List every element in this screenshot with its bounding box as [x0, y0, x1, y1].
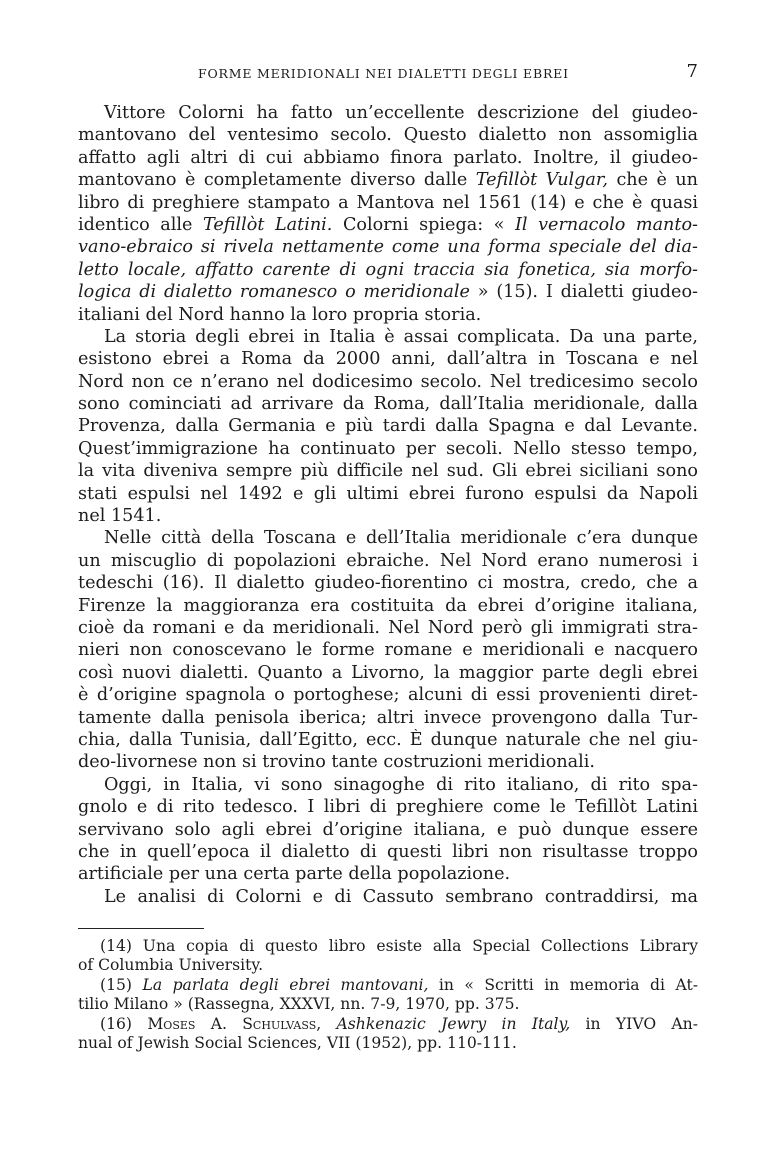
- text-line: servivano solo agli ebrei d’origine italiana, e può dunque essere: [78, 819, 698, 840]
- body-text: [78, 102, 698, 908]
- text-line: La storia degli ebrei in Italia è assai complicata. Da una parte,: [104, 326, 698, 347]
- text-line: tedeschi (16). Il dialetto giudeo-fiorentino ci mostra, credo, che a: [78, 573, 698, 594]
- page-number: 7: [686, 61, 698, 82]
- text-line: nual of Jewish Social Sciences, VII (1952), pp. 110-111.: [78, 1034, 517, 1053]
- text-line: tamente dalla penisola iberica; altri invece provengono dalla Tur-: [78, 707, 698, 728]
- text-line: Vittore Colorni ha fatto un’eccellente descrizione del giudeo-: [104, 103, 698, 123]
- text-line: che in quell’epoca il dialetto di questi libri non risultasse troppo: [78, 841, 698, 862]
- text-line: Oggi, in Italia, vi sono sinagoghe di rito italiano, di rito spa-: [104, 774, 698, 795]
- text-line: letto locale, affatto carente di ogni traccia sia fonetica, sia morfo-: [78, 259, 698, 280]
- book-page: [78, 58, 698, 1053]
- text-line: così nuovi dialetti. Quanto a Livorno, la maggior parte degli ebrei: [78, 662, 698, 683]
- text-line: Quest’immigrazione ha continuato per secoli. Nello stesso tempo,: [78, 438, 698, 459]
- text-line: libro di preghiere stampato a Mantova nel 1561 (14) e che è quasi: [78, 192, 698, 213]
- paragraph: [78, 326, 698, 528]
- text-line: vano-ebraico si rivela nettamente come una forma speciale del dia-: [78, 237, 698, 258]
- footnote: [78, 1015, 698, 1054]
- running-head: [78, 58, 698, 90]
- text-line: logica di dialetto romanesco o meridionale » (15). I dialetti giudeo-: [78, 282, 698, 303]
- text-line: nel 1541.: [78, 506, 162, 527]
- text-line: Firenze la maggioranza era costituita da ebrei d’origine italiana,: [78, 595, 698, 616]
- text-line: Provenza, dalla Germania e più tardi dalla Spagna e dal Levante.: [78, 416, 698, 437]
- text-line: of Columbia University.: [78, 956, 264, 975]
- text-line: cioè da romani e da meridionali. Nel Nord però gli immigrati stra-: [78, 617, 698, 638]
- running-head-title: FORME MERIDIONALI NEI DIALETTI DEGLI EBREI: [198, 66, 569, 81]
- text-line: (16) Moses A. Schulvass, Ashkenazic Jewry in Italy, in YIVO An-: [100, 1014, 698, 1033]
- text-line: gnolo e di rito tedesco. I libri di preghiere come le Tefillòt Latini: [78, 797, 698, 818]
- text-line: stati espulsi nel 1492 e gli ultimi ebrei furono espulsi da Napoli: [78, 483, 698, 504]
- text-line: chia, dalla Tunisia, dall’Egitto, ecc. È dunque naturale che nel giu-: [78, 729, 698, 750]
- text-line: artificiale per una certa parte della popolazione.: [78, 864, 511, 885]
- paragraph: [78, 527, 698, 773]
- paragraph: [78, 886, 698, 908]
- text-line: tilio Milano » (Rassegna, XXXVI, nn. 7-9, 1970, pp. 375.: [78, 995, 520, 1014]
- text-line: esistono ebrei a Roma da 2000 anni, dall’altra in Toscana e nel: [78, 349, 698, 370]
- text-line: è d’origine spagnola o portoghese; alcuni di essi provenienti diret-: [78, 685, 698, 706]
- text-line: affatto agli altri di cui abbiamo finora parlato. Inoltre, il giudeo-: [78, 147, 698, 168]
- text-line: Le analisi di Colorni e di Cassuto sembrano contraddirsi, ma: [104, 886, 698, 907]
- text-line: Nelle città della Toscana e dell’Italia meridionale c’era dunque: [104, 528, 698, 549]
- footnote: [78, 937, 698, 976]
- text-line: (14) Una copia di questo libro esiste alla Special Collections Library: [100, 937, 698, 956]
- text-line: Nord non ce n’erano nel dodicesimo secolo. Nel tredicesimo secolo: [78, 371, 698, 392]
- text-line: un miscuglio di popolazioni ebraiche. Nel Nord erano numerosi i: [78, 550, 698, 571]
- text-line: mantovano del ventesimo secolo. Questo dialetto non assomiglia: [78, 125, 698, 146]
- text-line: italiani del Nord hanno la loro propria storia.: [78, 304, 482, 325]
- footnote: [78, 976, 698, 1015]
- footnotes: [78, 937, 698, 1053]
- text-line: (15) La parlata degli ebrei mantovani, in « Scritti in memoria di At-: [100, 975, 698, 994]
- paragraph: [78, 774, 698, 886]
- footnote-divider: [78, 928, 204, 929]
- text-line: la vita diveniva sempre più difficile nel sud. Gli ebrei siciliani sono: [78, 461, 698, 482]
- text-line: identico alle Tefillòt Latini. Colorni spiega: « Il vernacolo manto-: [78, 214, 698, 235]
- text-line: sono cominciati ad arrivare da Roma, dall’Italia meridionale, dalla: [78, 394, 698, 415]
- paragraph: [78, 102, 698, 326]
- text-line: mantovano è completamente diverso dalle Tefillòt Vulgar, che è un: [78, 170, 698, 191]
- text-line: deo-livornese non si trovino tante costruzioni meridionali.: [78, 752, 596, 773]
- text-line: nieri non conoscevano le forme romane e meridionali e nacquero: [78, 640, 698, 661]
